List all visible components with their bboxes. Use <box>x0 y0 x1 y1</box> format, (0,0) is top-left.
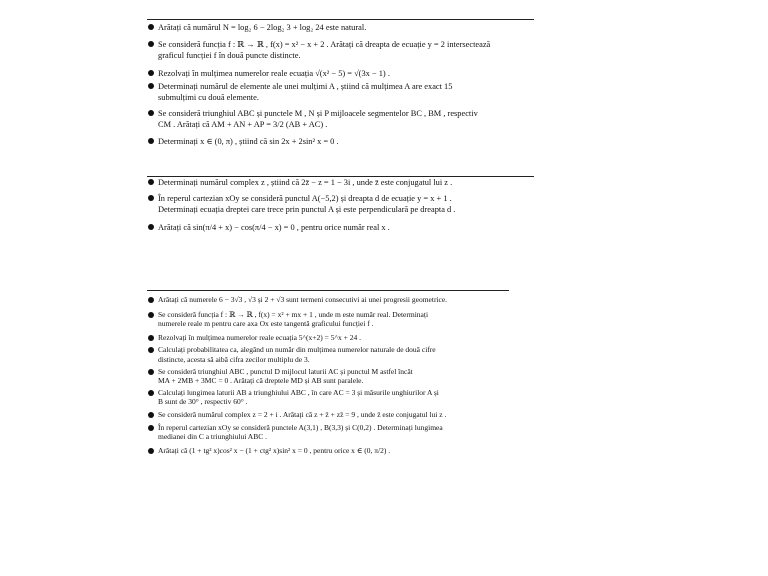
exercise-line: Determinați ecuația dreptei care trece prin punctul A și este perpendiculară pe dreapta d . <box>158 205 456 215</box>
bullet-icon <box>148 425 154 431</box>
exercise-item <box>148 177 533 188</box>
exercise-line: Se consideră funcția f : ℝ → ℝ , f(x) = x² − x + 2 . Arătați că dreapta de ecuație y = 2 intersectează <box>158 40 491 50</box>
exercise-line: Arătați că sin(π/4 + x) − cos(π/4 − x) = 0 , pentru orice număr real x . <box>158 222 390 232</box>
exercise-line: Se consideră funcția f : ℝ → ℝ , f(x) = x² + mx + 1 , unde m este număr real. Determinați <box>158 309 429 319</box>
exercise-line: În reperul cartezian xOy se consideră punctele A(3,1) , B(3,3) și C(0,2) . Determinați lungimea <box>158 422 443 432</box>
exercise-line: Se consideră numărul complex z = 2 + i . Arătați că z + z̄ + zz̄ = 9 , unde z̄ este conjugatul lui z . <box>158 409 447 419</box>
bullet-icon <box>148 312 154 318</box>
exercise-item <box>148 39 533 61</box>
exercise-list-bottom <box>148 295 533 458</box>
exercise-line: Arătați că (1 + tg² x)cos² x − (1 + ctg² x)sin² x = 0 , pentru orice x ∈ (0, π/2) . <box>158 445 391 455</box>
exercise-line: Arătați că numărul N = log₂ 6 − 2log₂ 3 + log₂ 24 este natural. <box>158 23 367 32</box>
exercise-item <box>148 410 533 420</box>
bullet-icon <box>148 412 154 418</box>
bullet-icon <box>148 347 154 353</box>
exercise-item <box>148 345 533 364</box>
exercise-item <box>148 310 533 329</box>
exercise-item <box>148 423 533 442</box>
exercise-line: Rezolvați în mulțimea numerelor reale ecuația 5^(x+2) = 5^x + 24 . <box>158 332 361 342</box>
top-rule <box>147 19 534 20</box>
bullet-icon <box>148 224 154 230</box>
exercise-line: Arătați că numerele 6 − 3√3 , √3 și 2 + √3 sunt termeni consecutivi ai unei progresii geometrice. <box>158 295 448 304</box>
bullet-icon <box>148 448 154 454</box>
bullet-icon <box>148 41 154 47</box>
exercise-item <box>148 81 533 103</box>
exercise-item <box>148 108 533 130</box>
exercise-item <box>148 68 533 79</box>
bullet-icon <box>148 335 154 341</box>
exercise-item <box>148 367 533 386</box>
bullet-icon <box>148 70 154 76</box>
exercise-line: distincte, acesta să aibă cifra zecilor multiplu de 3. <box>158 354 310 364</box>
exercise-line: Determinați x ∈ (0, π) , știind că sin 2x + 2sin² x = 0 . <box>158 136 339 146</box>
exercise-item <box>148 136 533 147</box>
exercise-list-top <box>148 22 533 151</box>
exercise-line: Determinați numărul complex z , știind că 2z̄ − z = 1 − 3i , unde z̄ este conjugatul lui z . <box>158 178 453 187</box>
exercise-line: submulțimi cu două elemente. <box>158 93 259 103</box>
exercise-line: numerele reale m pentru care axa Ox este tangentă graficului funcției f . <box>158 319 374 329</box>
exercise-line: medianei din C a triunghiului ABC . <box>158 432 267 442</box>
bullet-icon <box>148 83 154 89</box>
exercise-line: Se consideră triunghiul ABC , punctul D mijlocul laturii AC și punctul M astfel încât <box>158 366 413 376</box>
exercise-line: În reperul cartezian xOy se consideră punctul A(−5,2) și dreapta d de ecuație y = x + 1 . <box>158 194 452 204</box>
exercise-item <box>148 22 533 33</box>
exercise-item <box>148 333 533 343</box>
bullet-icon <box>148 297 154 303</box>
bullet-icon <box>148 369 154 375</box>
bullet-icon <box>148 179 154 185</box>
exercise-line: graficul funcției f în două puncte distincte. <box>158 51 301 61</box>
bullet-icon <box>148 138 154 144</box>
bullet-icon <box>148 110 154 116</box>
exercise-item <box>148 295 533 305</box>
exercise-line: CM . Arătați că AM + AN + AP = 3/2 (AB + AC) . <box>158 120 328 130</box>
bullet-icon <box>148 24 154 30</box>
exercise-item <box>148 388 533 407</box>
exercise-line: Calculați lungimea laturii AB a triunghiului ABC , în care AC = 3 și măsurile unghiurilor A și <box>158 387 439 397</box>
exercise-line: Calculați probabilitatea ca, alegând un număr din mulțimea numerelor naturale de două cifre <box>158 345 436 355</box>
exercise-line: Determinați numărul de elemente ale unei mulțimi A , știind că mulțimea A are exact 15 <box>158 81 453 91</box>
bottom-rule <box>147 290 509 291</box>
exercise-item <box>148 446 533 456</box>
exercise-item <box>148 222 533 233</box>
bullet-icon <box>148 390 154 396</box>
exercise-item <box>148 193 533 215</box>
exercise-line: Se consideră triunghiul ABC și punctele M , N și P mijloacele segmentelor BC , BM , respectiv <box>158 109 478 119</box>
bullet-icon <box>148 195 154 201</box>
exercise-line: B sunt de 30° , respectiv 60° . <box>158 397 248 407</box>
exercise-list-middle <box>148 177 533 237</box>
exercise-line: Rezolvați în mulțimea numerelor reale ecuația √(x² − 5) = √(3x − 1) . <box>158 68 390 78</box>
exercise-line: MA + 2MB + 3MC = 0 . Arătați că dreptele MD și AB sunt paralele. <box>158 376 364 386</box>
